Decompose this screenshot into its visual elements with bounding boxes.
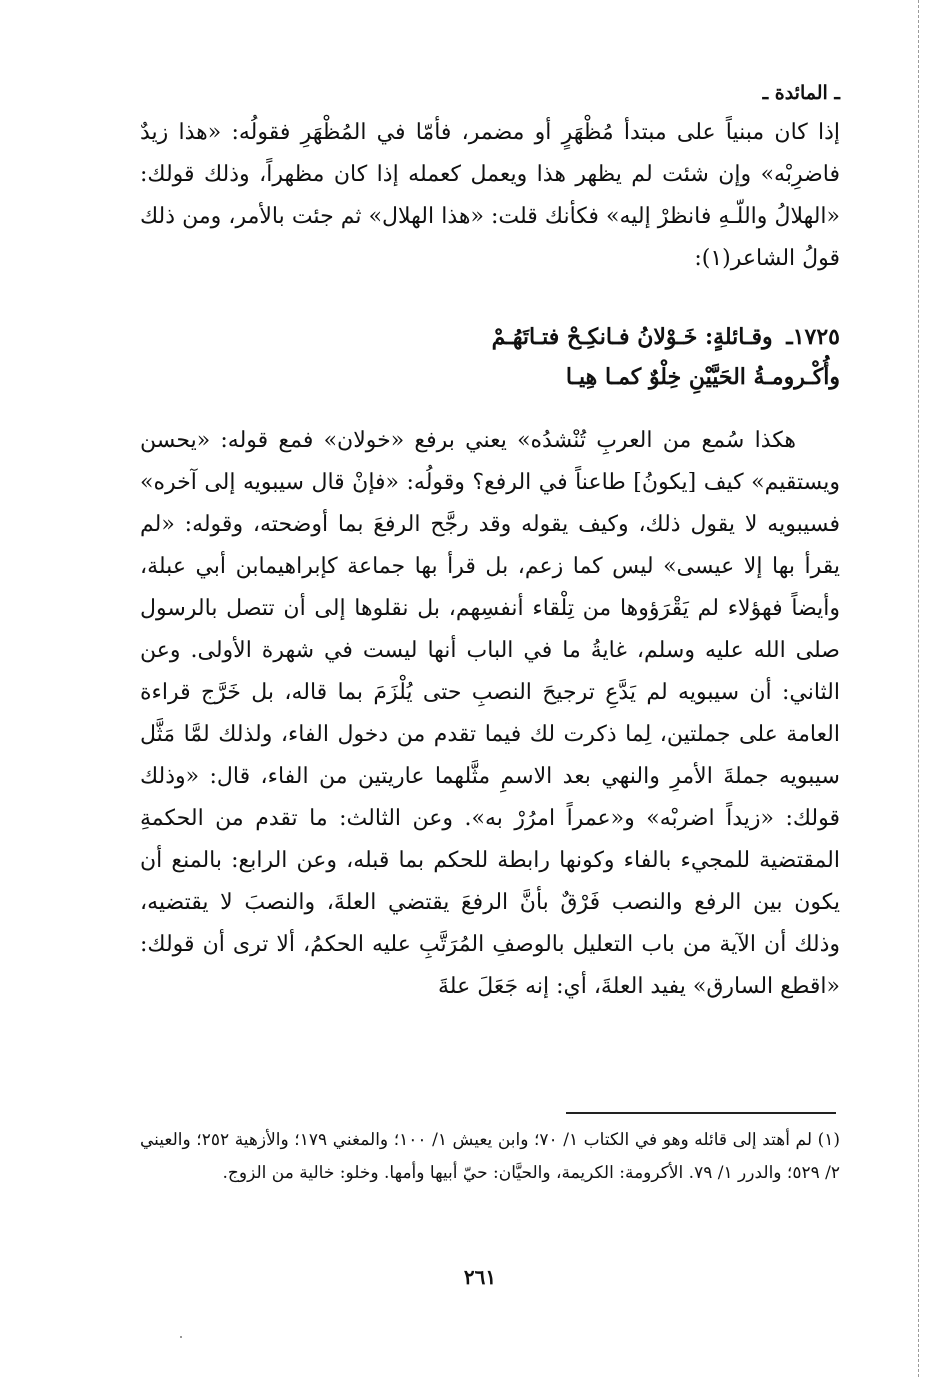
scan-edge-rule — [918, 0, 919, 1377]
verse-line-2: وأُكْـرومـةُ الحَيَّيْنِ خِلْوٌ كمـا هِيـا — [565, 364, 840, 390]
footnote-divider — [566, 1112, 836, 1114]
running-header: ـ المائدة ـ — [762, 82, 840, 104]
verse-hemistich-1: وقـائلةٍ: خَـوْلانُ فـانكِـحْ فتـاتَهُـمْ — [491, 324, 773, 350]
paragraph-2: هكذا سُمع من العربِ تُنْشدُه» يعني برفع «خولان» فمع قوله: «يحسن ويستقيم» كيف [يكونُ] طاعناً في الرفع؟ وقولُه: «فإنْ قال سيبويه إلى آخره» فسيبويه لا يقول ذلك، وكيف يقوله وقد رجَّح الرفعَ بما أوضحته، وقوله: «لم يقرأ بها إلا عيسى» ليس كما زعم، بل قرأ بها جماعة كإبراهيمابن أبي عبلة، وأيضاً فهؤلاء لم يَقْرَؤوها من تِلْقاء أنفسِهم، بل نقلوها إلى أن تتصل بالرسول صلى الله عليه وسلم، غايةُ ما في الباب أنها ليست في شهرة الأولى. وعن الثاني: أن سيبويه لم يَدَّعِ ترجيحَ النصبِ حتى يُلْزَمَ بما قاله، بل خَرَّج قراءة العامة على جملتين، لِما ذكرت لك فيما تقدم من دخول الفاء، ولذلك لمَّا مَثَّل سيبويه جملةَ الأمرِ والنهي بعد الاسمِ مثَّلهما عاريتين من الفاء، قال: «وذلك قولك: «زيداً اضربْه» و«عمراً امرُرْ به». وعن الثالث: ما تقدم من الحكمةِ المقتضية للمجيء بالفاء وكونها رابطة للحكم بما قبله، وعن الرابع: بالمنع أن يكون بين الرفع والنصب فَرْقٌ بأنَّ الرفعَ يقتضي العلةَ، والنصبَ لا يقتضيه، وذلك أن الآية من باب التعليل بالوصفِ المُرَتَّبِ عليه الحكمُ، ألا ترى أن قولك: «اقطع السارق» يفيد العلةَ، أي: إنه جَعَلَ علةَ — [140, 428, 840, 999]
paragraph-1: إذا كان مبنياً على مبتدأ مُظْهَرٍ أو مضمر، فأمّا في المُظْهَرِ فقولُه: «هذا زيدٌ فاضرِبْه» وإن شئت لم يظهر هذا ويعمل كعمله إذا كان مظهراً، وذلك قولك: «الهلالُ واللّـهِ فانظرْ إليه» فكأنك قلت: «هذا الهلال» ثم جئت بالأمر، ومن ذلك قولُ الشاعر(١): — [140, 120, 840, 271]
page-number: ٢٦١ — [463, 1265, 497, 1289]
verse-number: ١٧٢٥ـ — [786, 324, 840, 350]
footnote: (١) لم أهتد إلى قائله وهو في الكتاب ١/ ٧٠؛ وابن يعيش ١/ ١٠٠؛ والمغني ١٧٩؛ والأزهية ٢٥٢؛ والعيني ٢/ ٥٢٩؛ والدرر ١/ ٧٩. الأكرومة: الكريمة، والحيَّان: حيّ أبيها وأمها. وخلو: خالية من الزوج. — [140, 1130, 840, 1183]
verse-line-1 — [140, 320, 840, 354]
scan-speck — [180, 1336, 182, 1338]
